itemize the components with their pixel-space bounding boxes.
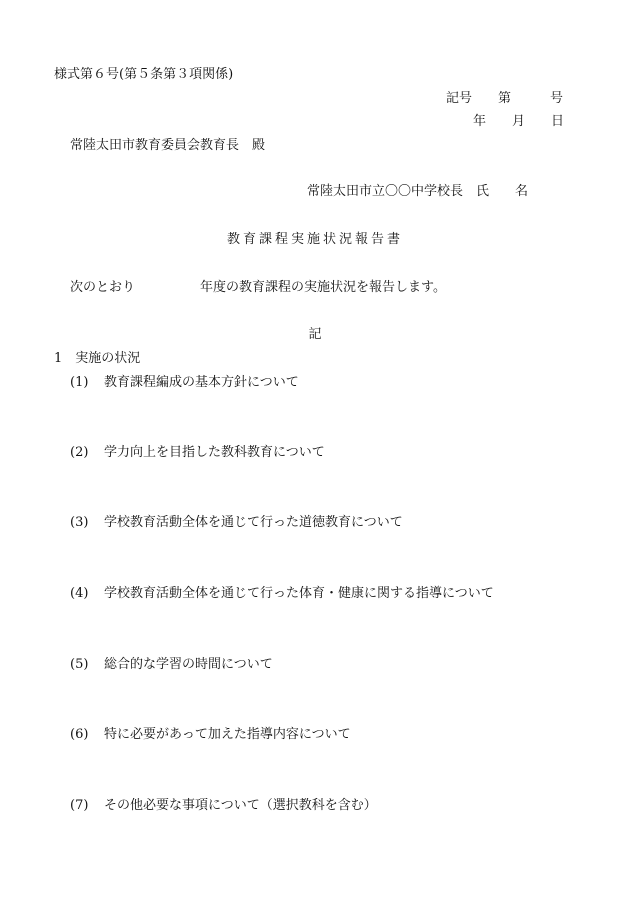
document-title: 教育課程実施状況報告書 [226,232,403,247]
list-item [70,374,299,392]
item-text: 教育課程編成の基本方針について [104,375,299,390]
item-text: 総合的な学習の時間について [104,657,273,672]
list-item [70,797,377,815]
list-item [70,656,273,674]
item-number: (7) [70,798,89,813]
item-number: (5) [70,657,89,672]
record-number-field: 記号 第 号 [446,91,564,106]
item-text: 学校教育活動全体を通じて行った体育・健康に関する指導について [104,586,494,601]
item-number: (1) [70,375,89,390]
addressee: 常陸太田市教育委員会教育長 殿 [70,138,266,153]
list-item [70,585,494,603]
item-number: (3) [70,515,89,530]
section-heading [54,350,140,368]
section-title: 実施の状況 [75,351,141,366]
intro-text: 次のとおり 年度の教育課程の実施状況を報告します。 [70,280,446,295]
list-item [70,726,351,744]
item-text: その他必要な事項について（選択教科を含む） [104,798,377,813]
date-field: 年 月 日 [473,114,565,129]
form-number-header: 様式第６号(第５条第３項関係) [54,67,234,82]
item-text: 特に必要があって加えた指導内容について [104,727,351,742]
section-number: 1 [54,351,63,366]
sender-signature: 常陸太田市立〇〇中学校長 氏 名 [307,184,529,199]
ki-marker: 記 [308,327,322,342]
item-text: 学校教育活動全体を通じて行った道徳教育について [104,515,403,530]
list-item [70,444,325,462]
item-number: (6) [70,727,89,742]
item-text: 学力向上を目指した教科教育について [104,445,325,460]
list-item [70,514,403,532]
item-number: (4) [70,586,89,601]
item-number: (2) [70,445,89,460]
